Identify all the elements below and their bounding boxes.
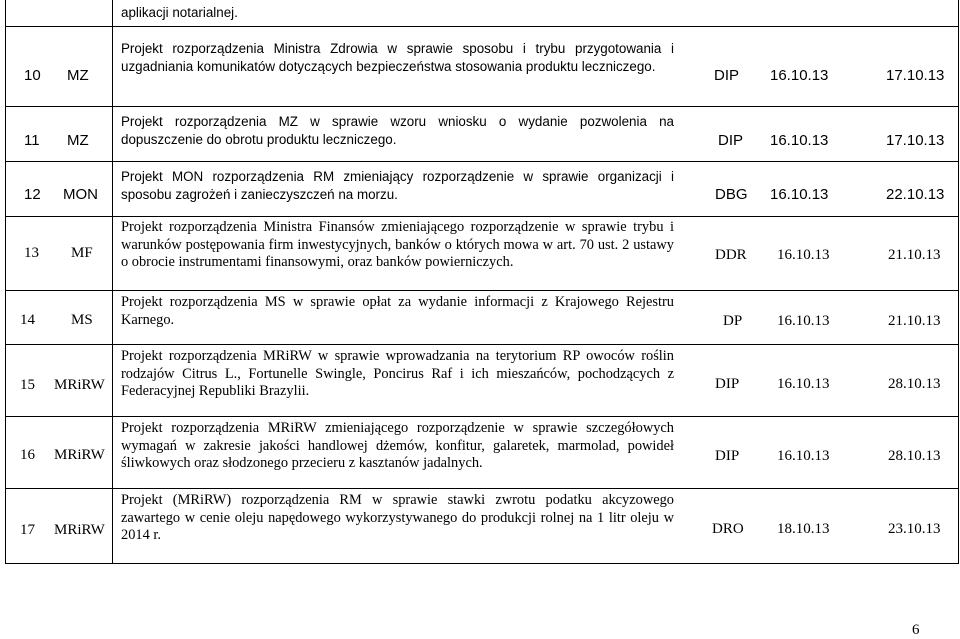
row-separator — [5, 106, 959, 107]
date-received-cell: 16.10.13 — [770, 67, 829, 84]
date-received-cell: 18.10.13 — [777, 521, 830, 537]
row-number: 10 — [24, 67, 41, 84]
row-separator — [5, 161, 959, 162]
department-cell: DIP — [718, 132, 744, 149]
row-number: 15 — [20, 377, 35, 393]
department-cell: DIP — [714, 67, 740, 84]
date-received-cell: 16.10.13 — [777, 313, 830, 329]
row-separator — [5, 344, 959, 345]
date-received-cell: 16.10.13 — [777, 376, 830, 392]
date-due-cell: 28.10.13 — [888, 448, 941, 464]
description-cell: Projekt rozporządzenia MRiRW w sprawie wprowadzania na terytorium RP owoców roślin rodzajów Citrus L., Fortunelle Swingle, Poncirus Raf i ich mieszańców, pochodzących z Federacyjnej Republiki Brazylii. — [121, 348, 674, 400]
description-cell: Projekt rozporządzenia Ministra Zdrowia w sprawie sposobu i trybu przygotowania i uzgadniania komunikatów dotyczących bezpieczeństwa stosowania produktu leczniczego. — [121, 41, 674, 74]
description-cell: Projekt rozporządzenia MRiRW zmieniającego rozporządzenie w sprawie szczegółowych wymagań w zakresie jakości handlowej dżemów, konfitur, galaretek, marmolad, powideł śliwkowych oraz słodzonego przecieru z kasztanów jadalnych. — [121, 420, 674, 472]
row-separator — [5, 216, 959, 217]
row-number: 13 — [24, 245, 39, 261]
ministry-cell: MRiRW — [54, 447, 105, 463]
page-number: 6 — [912, 622, 920, 638]
row-separator — [5, 26, 959, 27]
description-cell: Projekt rozporządzenia Ministra Finansów zmieniającego rozporządzenie w sprawie trybu i warunków postępowania firm inwestycyjnych, banków o których mowa w art. 70 ust. 2 ustawy o obrocie instrumentami finansowymi, oraz banków powierniczych. — [121, 219, 674, 271]
department-cell: DBG — [715, 186, 748, 203]
date-due-cell: 21.10.13 — [888, 313, 941, 329]
ministry-cell: MRiRW — [54, 522, 105, 538]
date-due-cell: 17.10.13 — [886, 67, 945, 84]
date-received-cell: 16.10.13 — [777, 247, 830, 263]
ministry-cell: MZ — [67, 132, 89, 149]
date-due-cell: 23.10.13 — [888, 521, 941, 537]
description-cell: Projekt MON rozporządzenia RM zmieniający rozporządzenie w sprawie organizacji i sposobu zagrożeń i zanieczyszczeń na morzu. — [121, 169, 674, 202]
date-due-cell: 28.10.13 — [888, 376, 941, 392]
continuation-text: aplikacji notarialnej. — [121, 5, 238, 20]
date-received-cell: 16.10.13 — [770, 186, 829, 203]
description-cell: Projekt rozporządzenia MS w sprawie opłat za wydanie informacji z Krajowego Rejestru Karnego. — [121, 294, 674, 328]
date-due-cell: 22.10.13 — [886, 186, 945, 203]
ministry-cell: MON — [63, 186, 98, 203]
department-cell: DDR — [715, 247, 747, 263]
department-cell: DRO — [712, 521, 744, 537]
ministry-cell: MF — [71, 245, 93, 261]
table-border-bottom — [5, 563, 959, 564]
description-cell: Projekt rozporządzenia MZ w sprawie wzoru wniosku o wydanie pozwolenia na dopuszczenie do obrotu produktu leczniczego. — [121, 114, 674, 147]
date-due-cell: 17.10.13 — [886, 132, 945, 149]
table-border-right — [958, 0, 959, 564]
date-received-cell: 16.10.13 — [777, 448, 830, 464]
department-cell: DP — [723, 313, 743, 329]
row-number: 14 — [20, 312, 35, 328]
date-due-cell: 21.10.13 — [888, 247, 941, 263]
ministry-cell: MZ — [67, 67, 89, 84]
row-separator — [5, 488, 959, 489]
row-number: 11 — [24, 132, 40, 149]
row-separator — [5, 416, 959, 417]
department-cell: DIP — [715, 448, 740, 464]
date-received-cell: 16.10.13 — [770, 132, 829, 149]
description-cell: Projekt (MRiRW) rozporządzenia RM w sprawie stawki zwrotu podatku akcyzowego zawartego w cenie oleju napędowego wykorzystywanego do produkcji rolnej na 1 litr oleju w 2014 r. — [121, 492, 674, 544]
row-number: 17 — [20, 522, 35, 538]
department-cell: DIP — [715, 376, 740, 392]
ministry-cell: MRiRW — [54, 377, 105, 393]
table-divider-1 — [112, 0, 113, 564]
row-number: 16 — [20, 447, 35, 463]
table-border-left — [5, 0, 6, 564]
row-number: 12 — [24, 186, 41, 203]
row-separator — [5, 290, 959, 291]
ministry-cell: MS — [71, 312, 93, 328]
